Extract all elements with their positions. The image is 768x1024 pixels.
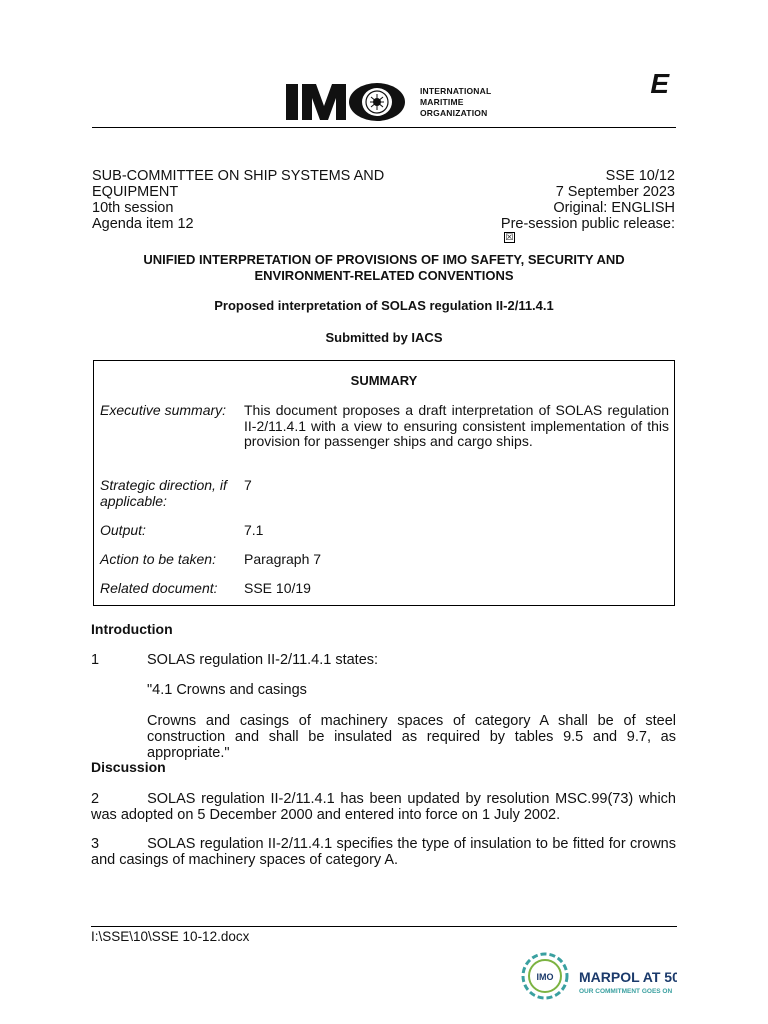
language-code: E	[650, 68, 669, 99]
summary-value: This document proposes a draft interpretation of SOLAS regulation II-2/11.4.1 with a view to ensuring consistent implementation of this provision for passenger ships and cargo ships.	[244, 402, 669, 449]
submitted-by: Submitted by IACS	[325, 330, 443, 345]
summary-value: 7.1	[244, 522, 264, 538]
document-info	[501, 168, 675, 243]
summary-heading: SUMMARY	[350, 373, 418, 388]
doc-number: SSE 10/12	[605, 168, 675, 184]
paragraph-number: 3	[91, 836, 100, 852]
release-checkbox-icon: ☒	[505, 232, 514, 242]
paragraph-text: SOLAS regulation II-2/11.4.1 has been updated by resolution MSC.99(73) which was adopted on 5 December 2000 and entered into force on 1 July 2002.	[91, 791, 676, 823]
summary-label: Output:	[100, 522, 146, 538]
session: 10th session	[92, 200, 174, 216]
summary-value: SSE 10/19	[244, 580, 311, 596]
paragraph-number: 1	[91, 652, 100, 668]
paragraph-1: SOLAS regulation II-2/11.4.1 states:	[147, 652, 379, 668]
imo-logo-mark	[284, 80, 414, 124]
summary-value: 7	[244, 477, 252, 493]
committee-line2: EQUIPMENT	[92, 184, 179, 200]
marpol-50-logo	[517, 948, 677, 1004]
quote-text: Crowns and casings of machinery spaces of category A shall be of steel construction and shall be insulated as required by tables 9.5 and 9.7, as appropriate."	[147, 713, 676, 761]
doc-original: Original: ENGLISH	[553, 200, 675, 216]
footer-rule	[91, 926, 677, 927]
summary-box	[93, 360, 675, 606]
main-title: UNIFIED INTERPRETATION OF PROVISIONS OF IMO SAFETY, SECURITY AND ENVIRONMENT-RELATED CONVENTIONS	[143, 252, 625, 283]
discussion-heading: Discussion	[91, 759, 166, 775]
paragraph-3	[91, 836, 676, 868]
imo-logo	[284, 80, 524, 124]
marpol-badge	[517, 948, 677, 1004]
summary-label: Executive summary:	[100, 402, 227, 418]
summary-label: Strategic direction, if applicable:	[100, 477, 227, 509]
summary-value: Paragraph 7	[244, 551, 322, 567]
badge-title: MARPOL AT 50	[579, 969, 677, 985]
summary-label: Related document:	[100, 580, 218, 596]
badge-tagline: OUR COMMITMENT GOES ON	[579, 988, 673, 995]
committee-line1: SUB-COMMITTEE ON SHIP SYSTEMS AND	[92, 168, 385, 184]
imo-logo-text: INTERNATIONAL MARITIME ORGANIZATION	[420, 86, 492, 118]
agenda-item: Agenda item 12	[92, 216, 194, 232]
paragraph-2	[91, 791, 676, 823]
committee-info	[92, 168, 422, 232]
paragraph-number: 2	[91, 791, 100, 807]
quote-title: "4.1 Crowns and casings	[147, 682, 307, 698]
introduction-heading: Introduction	[91, 621, 173, 637]
subtitle: Proposed interpretation of SOLAS regulation II-2/11.4.1	[214, 298, 554, 313]
paragraph-text: SOLAS regulation II-2/11.4.1 specifies the type of insulation to be fitted for crowns and casings of machinery spaces of category A.	[91, 836, 676, 868]
doc-date: 7 September 2023	[555, 184, 675, 200]
badge-imo-text: IMO	[536, 972, 554, 982]
header-rule	[92, 127, 676, 128]
summary-label: Action to be taken:	[100, 551, 216, 567]
file-path: I:\SSE\10\SSE 10-12.docx	[91, 929, 250, 944]
public-release: Pre-session public release: ☒	[500, 216, 675, 242]
